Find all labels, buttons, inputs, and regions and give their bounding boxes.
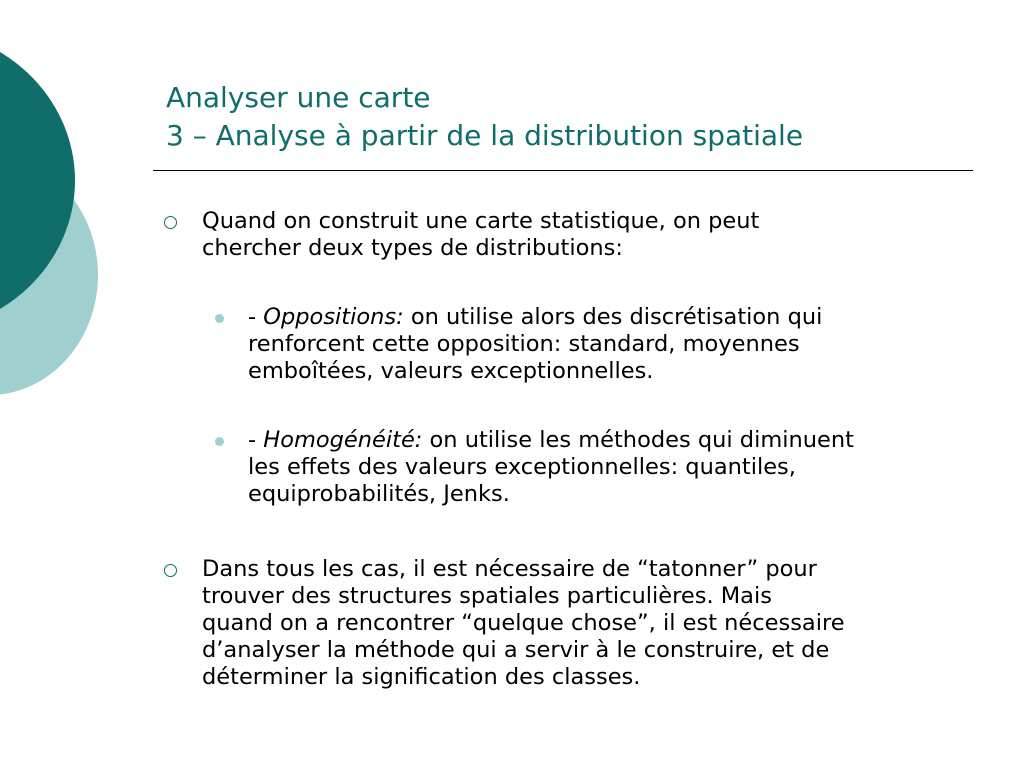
bullet-line-rest: on utilise alors des discrétisation qui <box>403 304 823 330</box>
dot-bullet-icon <box>215 437 224 446</box>
bullet-line: emboîtées, valeurs exceptionnelles. <box>248 358 654 384</box>
slide-title <box>166 79 803 155</box>
bullet-text <box>202 208 759 262</box>
bullet-line: chercher deux types de distributions: <box>202 235 623 261</box>
bullet-line <box>248 427 854 454</box>
bullet-line-rest: on utilise les méthodes qui diminuent <box>422 427 854 453</box>
bullet-line: quand on a rencontrer “quelque chose”, il est nécessaire <box>202 610 845 636</box>
bullet-term: Oppositions: <box>263 304 404 330</box>
bullet-text <box>248 304 822 385</box>
bullet-prefix: - <box>248 304 264 330</box>
bullet-term: Homogénéité: <box>263 427 423 453</box>
bullet-line: renforcent cette opposition: standard, moyennes <box>248 331 800 357</box>
bullet-line: les effets des valeurs exceptionnelles: quantiles, <box>248 454 796 480</box>
bullet-line: trouver des structures spatiales particulières. Mais <box>202 583 772 609</box>
title-divider <box>153 170 973 171</box>
bullet-line: Quand on construit une carte statistique, on peut <box>202 208 760 234</box>
title-line-1: Analyser une carte <box>166 81 431 114</box>
title-line-2: 3 – Analyse à partir de la distribution spatiale <box>166 119 804 152</box>
bullet-text <box>248 427 854 508</box>
bullet-line: déterminer la signification des classes. <box>202 664 641 690</box>
bullet-line: equiprobabilités, Jenks. <box>248 481 510 507</box>
bullet-line: Dans tous les cas, il est nécessaire de “tatonner” pour <box>202 556 817 582</box>
bullet-line: d’analyser la méthode qui a servir à le construire, et de <box>202 637 830 663</box>
ring-bullet-icon <box>164 564 177 577</box>
bullet-line <box>248 304 822 331</box>
dot-bullet-icon <box>215 314 224 323</box>
ring-bullet-icon <box>164 216 177 229</box>
bullet-prefix: - <box>248 427 264 453</box>
bullet-text <box>202 556 845 691</box>
